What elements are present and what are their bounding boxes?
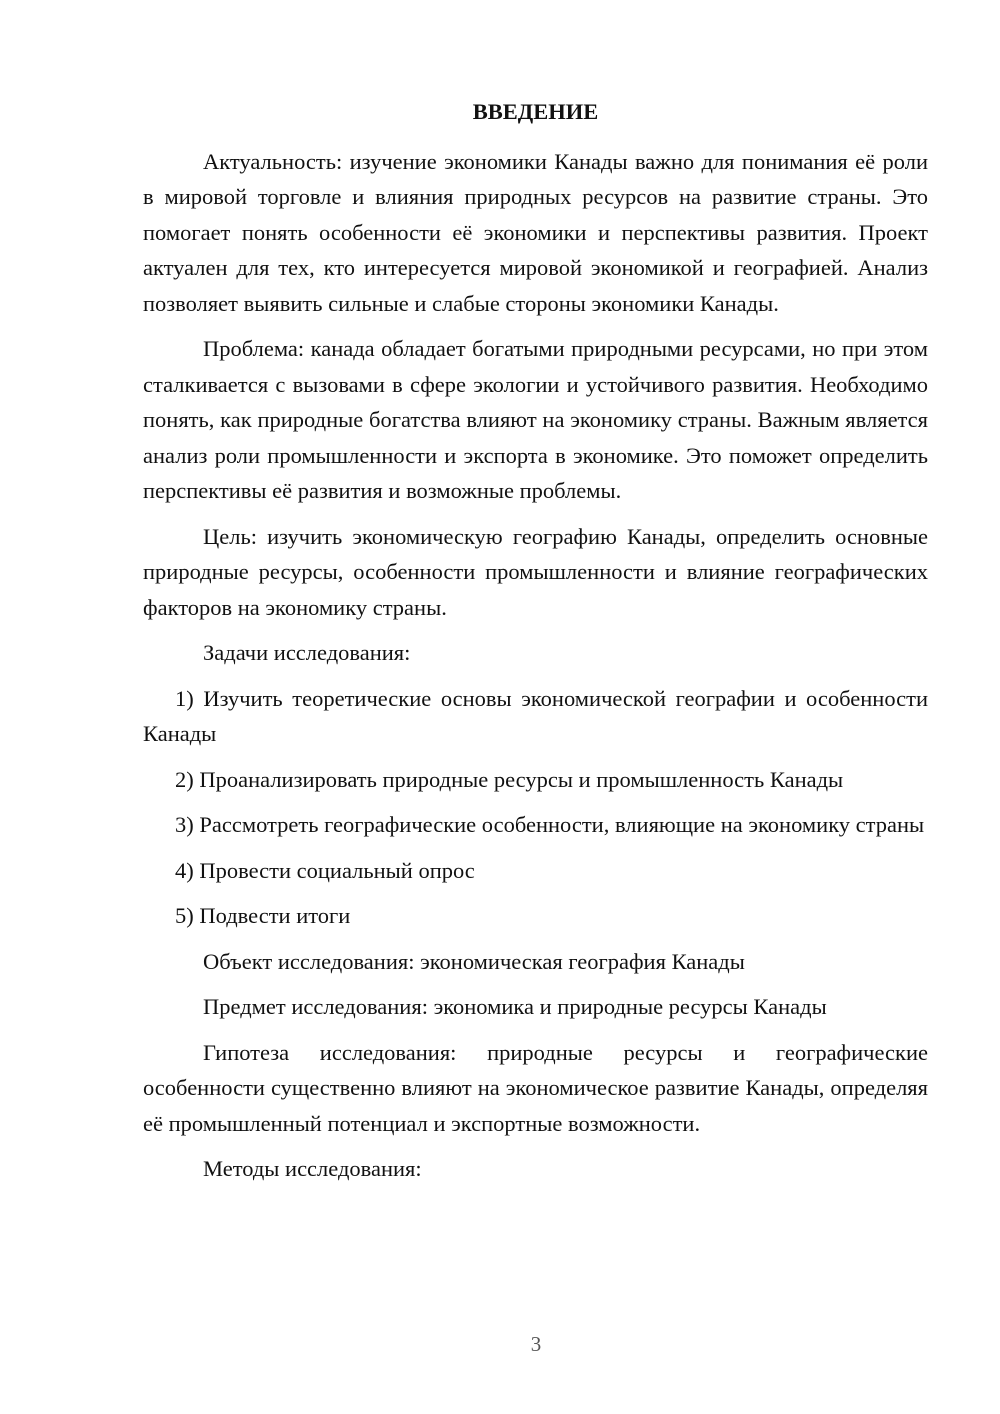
document-page <box>143 94 928 1197</box>
paragraph-subject: Предмет исследования: экономика и природные ресурсы Канады <box>203 994 827 1019</box>
paragraph-hypothesis: Гипотеза исследования: природные ресурсы и географические особенности существенно влияют на экономическое развитие Канады, определяя её промышленный потенциал и экспортные возможности. <box>143 1039 928 1136</box>
page-title: ВВЕДЕНИЕ <box>472 99 599 124</box>
tasks-heading: Задачи исследования: <box>203 640 411 665</box>
paragraph-goal: Цель: изучить экономическую географию Канады, определить основные природные ресурсы, особенности промышленности и влияние географических факторов на экономику страны. <box>143 523 928 620</box>
task-item-1: 1) Изучить теоретические основы экономической географии и особенности Канады <box>143 685 928 746</box>
paragraph-object: Объект исследования: экономическая география Канады <box>203 948 745 974</box>
task-item-5: 5) Подвести итоги <box>175 903 351 928</box>
page-number: 3 <box>530 1332 542 1356</box>
methods-heading: Методы исследования: <box>203 1156 422 1181</box>
task-item-2: 2) Проанализировать природные ресурсы и промышленность Канады <box>175 766 844 792</box>
paragraph-problem: Проблема: канада обладает богатыми природными ресурсами, но при этом сталкивается с вызовами в сфере экологии и устойчивого развития. Необходимо понять, как природные богатства влияют на экономику страны. Важным является анализ роли промышленности и экспорта в экономике. Это поможет определить перспективы её развития и возможные проблемы. <box>143 336 928 503</box>
task-item-3: 3) Рассмотреть географические особенности, влияющие на экономику страны <box>175 812 925 837</box>
paragraph-relevance: Актуальность: изучение экономики Канады важно для понимания её роли в мировой торговле и влияния природных ресурсов на развитие страны. Это помогает понять особенности её экономики и перспективы развития. Проект актуален для тех, кто интересуется мировой экономикой и географией. Анализ позволяет выявить сильные и слабые стороны экономики Канады. <box>143 148 928 316</box>
task-item-4: 4) Провести социальный опрос <box>175 857 475 883</box>
